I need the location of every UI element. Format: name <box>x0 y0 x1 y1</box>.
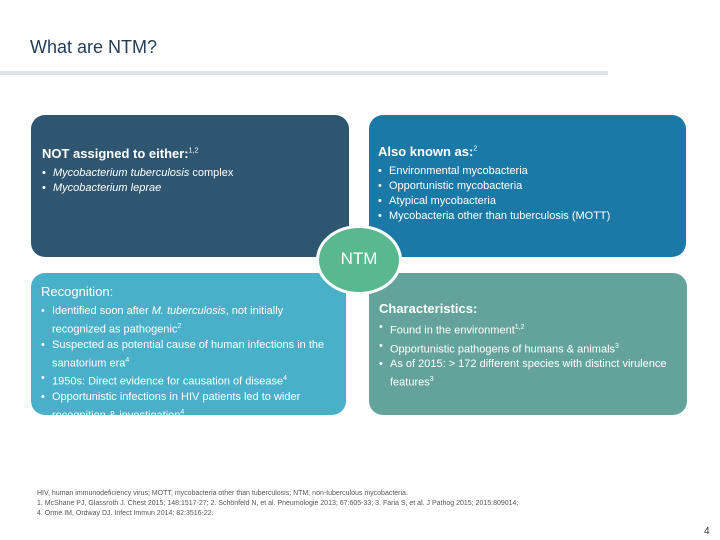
characteristics-panel <box>369 273 687 415</box>
item-text: Identified soon after <box>52 305 152 317</box>
list-item <box>379 320 679 339</box>
ntm-hub-circle: NTM <box>316 225 402 295</box>
not-assigned-title-text: NOT assigned to either: <box>42 146 189 161</box>
list-item <box>42 181 332 196</box>
species-name: M. tuberculosis <box>151 305 226 317</box>
reference-line: 4. Orme IM, Ordway DJ. Infect Immun 2014; 82:3516-22. <box>37 510 214 517</box>
reference-marker: 4 <box>283 375 288 383</box>
recognition-list <box>41 304 336 424</box>
abbreviations-line: HIV, human immunodeficiency virus; MOTT, mycobacteria other than tuberculosis; NTM, non-tuberculous mycobacteria. <box>37 490 408 497</box>
list-item <box>41 338 336 372</box>
page-number: 4 <box>704 526 710 537</box>
also-known-title-ref: 2 <box>473 145 478 153</box>
also-known-title-text: Also known as: <box>378 144 474 159</box>
also-known-list <box>378 164 678 224</box>
title-divider <box>0 71 608 75</box>
species-suffix: complex <box>189 167 234 179</box>
list-item <box>42 166 332 181</box>
list-item <box>379 339 679 358</box>
item-text: As of 2015: > 172 different species with distinct virulence features <box>390 358 667 389</box>
characteristics-title: Characteristics: <box>379 301 478 316</box>
slide-title: What are NTM? <box>30 37 158 57</box>
reference-marker: 3 <box>429 376 434 384</box>
list-item <box>41 390 336 424</box>
also-known-panel <box>369 115 686 257</box>
references <box>37 489 657 519</box>
reference-marker: 4 <box>180 408 185 416</box>
list-item <box>41 371 336 390</box>
item-text: Opportunistic infections in HIV patients led to wider recognition & investigation <box>52 390 301 422</box>
reference-marker: 4 <box>125 356 130 364</box>
species-name: Mycobacterium tuberculosis <box>53 167 190 179</box>
not-assigned-panel <box>31 115 349 257</box>
recognition-title: Recognition: <box>41 284 114 299</box>
reference-marker: 1,2 <box>514 324 525 331</box>
characteristics-list <box>379 320 679 391</box>
list-item <box>379 357 679 391</box>
item-text: Suspected as potential cause of human infections in the sanatorium era <box>52 338 325 370</box>
list-item: • Atypical mycobacteria <box>378 194 678 209</box>
item-text: Found in the environment <box>390 324 515 337</box>
item-text: 1950s: Direct evidence for causation of disease <box>52 375 284 388</box>
list-item <box>41 304 336 338</box>
recognition-panel <box>31 273 346 422</box>
not-assigned-list <box>42 166 332 196</box>
reference-marker: 3 <box>615 342 619 350</box>
not-assigned-title <box>42 146 198 161</box>
not-assigned-title-ref: 1,2 <box>188 147 199 155</box>
species-name: Mycobacterium leprae <box>53 182 162 194</box>
also-known-title <box>378 144 477 159</box>
reference-marker: 2 <box>177 323 182 330</box>
reference-line: 1. McShane PJ, Glassroth J. Chest 2015; 148:1517-27; 2. Schönfeld N, et al. Pneumologie 2013; 67:605-33; 3. Faria S, et al. J Pathog 2015; 2015:809014; <box>37 500 519 507</box>
item-text: , not initially recognized as pathogenic <box>52 305 284 336</box>
list-item: • Mycobacteria other than tuberculosis (MOTT) <box>378 209 678 224</box>
list-item: • Opportunistic mycobacteria <box>378 179 678 194</box>
item-text: Opportunistic pathogens of humans & animals <box>390 343 616 356</box>
list-item: • Environmental mycobacteria <box>378 164 678 179</box>
